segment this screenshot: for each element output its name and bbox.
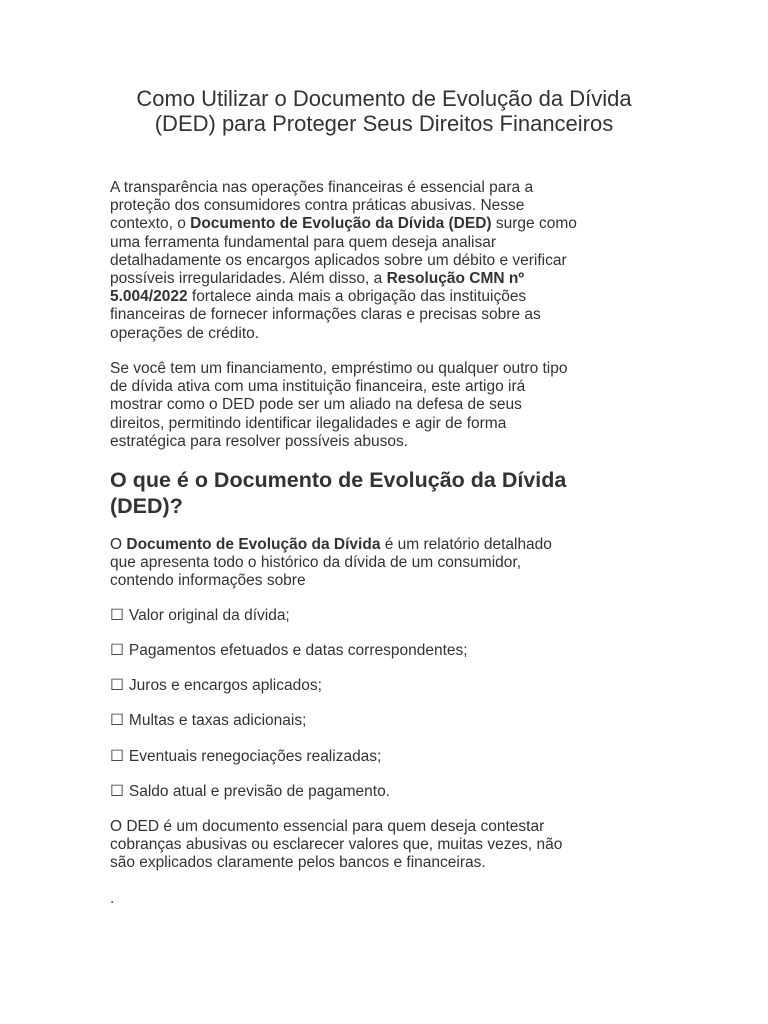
title-line: Como Utilizar o Documento de Evolução da Dívida bbox=[136, 86, 632, 111]
section-heading: O que é o Documento de Evolução da Dívida (DED)? bbox=[110, 468, 567, 518]
list-item: ☐ Multas e taxas adicionais; bbox=[110, 712, 307, 729]
definition-paragraph: O Documento de Evolução da Dívida é um relatório detalhado que apresenta todo o histórico da dívida de um consumidor, contendo informações sobre bbox=[110, 536, 552, 590]
closing-paragraph: O DED é um documento essencial para quem deseja contestar cobranças abusivas ou esclarecer valores que, muitas vezes, não são explicados claramente pelos bancos e financeiras. bbox=[110, 818, 563, 872]
document-title bbox=[100, 86, 668, 136]
list-item: ☐ Saldo atual e previsão de pagamento. bbox=[110, 783, 391, 800]
list-item: ☐ Eventuais renegociações realizadas; bbox=[110, 748, 382, 765]
bold-term-resolution: Resolução CMN nº bbox=[386, 270, 524, 288]
checkbox-icon: ☐ bbox=[110, 677, 124, 694]
list-item: ☐ Juros e encargos aplicados; bbox=[110, 677, 322, 694]
trailing-dot: . bbox=[110, 890, 115, 907]
title-line: (DED) para Proteger Seus Direitos Financeiros bbox=[154, 111, 614, 136]
checkbox-icon: ☐ bbox=[110, 642, 124, 659]
intro-paragraph: A transparência nas operações financeiras é essencial para a proteção dos consumidores contra práticas abusivas. Nesse contexto, o Documento de Evolução da Dívida (DED) surge como uma ferramenta fundamental para quem deseja analisar detalhadamente os encargos aplicados sobre um débito e verificar possíveis irregularidades. Além disso, a Resolução CMN nº 5.004/2022 fortalece ainda mais a obrigação das instituições financeiras de fornecer informações claras e precisas sobre as operações de crédito. bbox=[110, 179, 577, 342]
bold-term-ded-full: Documento de Evolução da Dívida bbox=[126, 536, 381, 553]
checkbox-icon: ☐ bbox=[110, 607, 124, 624]
context-paragraph: Se você tem um financiamento, empréstimo ou qualquer outro tipo de dívida ativa com uma instituição financeira, este artigo irá mostrar como o DED pode ser um aliado na defesa de seus direitos, permitindo identificar ilegalidades e agir de forma estratégica para resolver possíveis abusos. bbox=[110, 360, 568, 450]
checkbox-icon: ☐ bbox=[110, 712, 124, 729]
checkbox-icon: ☐ bbox=[110, 783, 124, 800]
checkbox-icon: ☐ bbox=[110, 748, 124, 765]
list-item: ☐ Valor original da dívida; bbox=[110, 607, 290, 624]
bold-term-resolution-number: 5.004/2022 bbox=[110, 288, 188, 306]
bold-term-ded: Documento de Evolução da Dívida (DED) bbox=[190, 215, 492, 233]
list-item: ☐ Pagamentos efetuados e datas correspondentes; bbox=[110, 642, 468, 659]
